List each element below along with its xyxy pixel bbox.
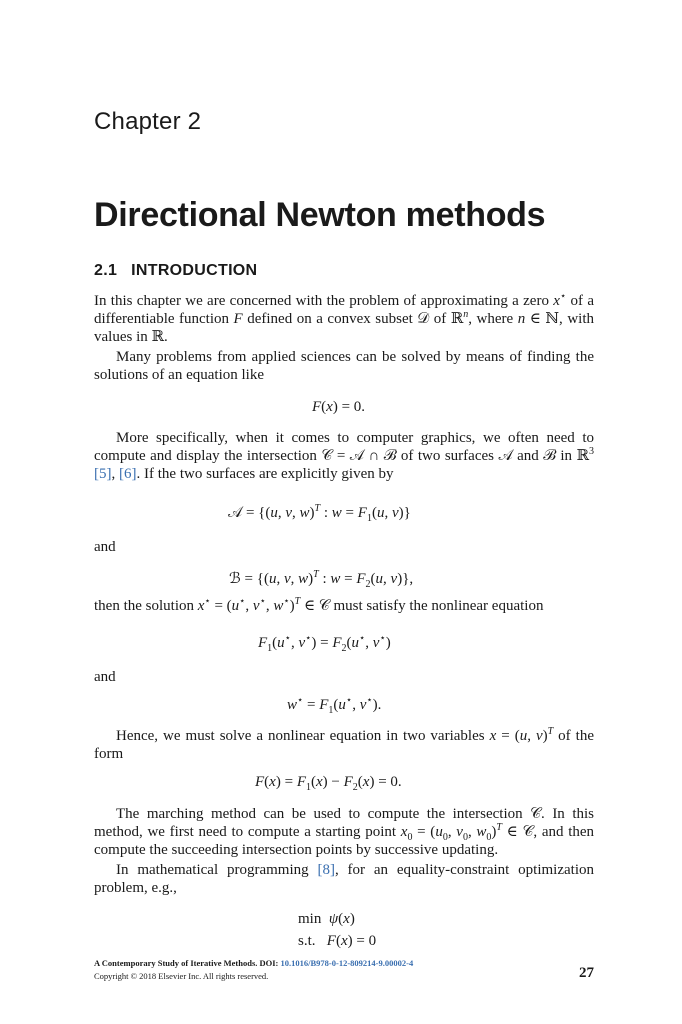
- section-heading: [94, 262, 257, 280]
- paragraph-problems: Many problems from applied sciences can be solved by means of finding the solutions of an equation like: [94, 349, 594, 383]
- equation-surface-a: 𝒜 = {(u, v, w)$^T$ : $w = F_1(u$, v)}: [228, 503, 411, 524]
- footer-doi-link[interactable]: 10.1016/B978-0-12-809214-9.00002-4: [280, 958, 414, 968]
- equation-st: s.t. F(x) = 0: [298, 933, 377, 949]
- paragraph-intro: In this chapter we are concerned with the problem of approximating a zero x⋆ of a differentiable function F defined on a convex subset 𝒟 of ℝ$^n$, where n ∈ ℕ, with values in ℝ.: [94, 291, 595, 345]
- equation-fx: F(x) = 0.: [312, 399, 366, 415]
- paragraph-hence: Hence, we must solve a nonlinear equation in two variables x = (u, v)$^T$ of the form: [94, 726, 594, 762]
- footer-book-title: A Contemporary Study of Iterative Methods.: [94, 958, 258, 968]
- equation-difference: $F(x) = F_1(x) - F_2(x) = 0$.: [255, 774, 402, 793]
- citation-5[interactable]: [5]: [94, 466, 112, 482]
- text-and-2: and: [94, 669, 116, 685]
- chapter-label: Chapter 2: [94, 108, 202, 135]
- equation-min: min ψ(x): [298, 911, 355, 927]
- page-number: 27: [579, 965, 594, 981]
- equation-w-star: $w^⋆ = F_1(u^⋆$, v⋆).: [287, 695, 382, 716]
- text-and-1: and: [94, 539, 116, 555]
- citation-6[interactable]: [6]: [119, 466, 137, 482]
- paragraph-marching: The marching method can be used to compute the intersection 𝒞. In this method, we first need to compute a starting point $x_0 = (u_0$, $v_0$, $w_0)^T$ ∈ 𝒞, and then compute the succeeding intersection points by successive updating.: [94, 806, 595, 858]
- footer-doi-label: DOI:: [259, 958, 279, 968]
- citation-8[interactable]: [8]: [317, 862, 335, 878]
- footer-copyright: Copyright © 2018 Elsevier Inc. All rights reserved.: [94, 971, 269, 981]
- chapter-title: Directional Newton methods: [94, 196, 546, 234]
- equation-surface-b: ℬ = {(u, v, w)$^T$ : $w = F_2(u$, v)},: [229, 569, 414, 590]
- paragraph-programming: In mathematical programming [8], for an equality-constraint optimization problem, e.g.,: [94, 862, 594, 896]
- paragraph-graphics: More specifically, when it comes to computer graphics, we often need to compute and display the intersection 𝒞 = 𝒜 ∩ ℬ of two surfaces 𝒜 and ℬ in ℝ$^3$ [5], [6]. If the two surfaces are explicitly given by: [94, 430, 594, 482]
- paragraph-solution: then the solution x⋆ = (u⋆, v⋆, w⋆)$^T$ ∈ 𝒞 must satisfy the nonlinear equation: [94, 596, 544, 614]
- footer-citation: [94, 958, 413, 968]
- equation-f1-f2: $F_1(u^⋆$, $v^⋆) = F_2(u^⋆$, v⋆): [258, 633, 391, 654]
- section-number: 2.1: [94, 262, 118, 279]
- section-title: INTRODUCTION: [131, 262, 258, 279]
